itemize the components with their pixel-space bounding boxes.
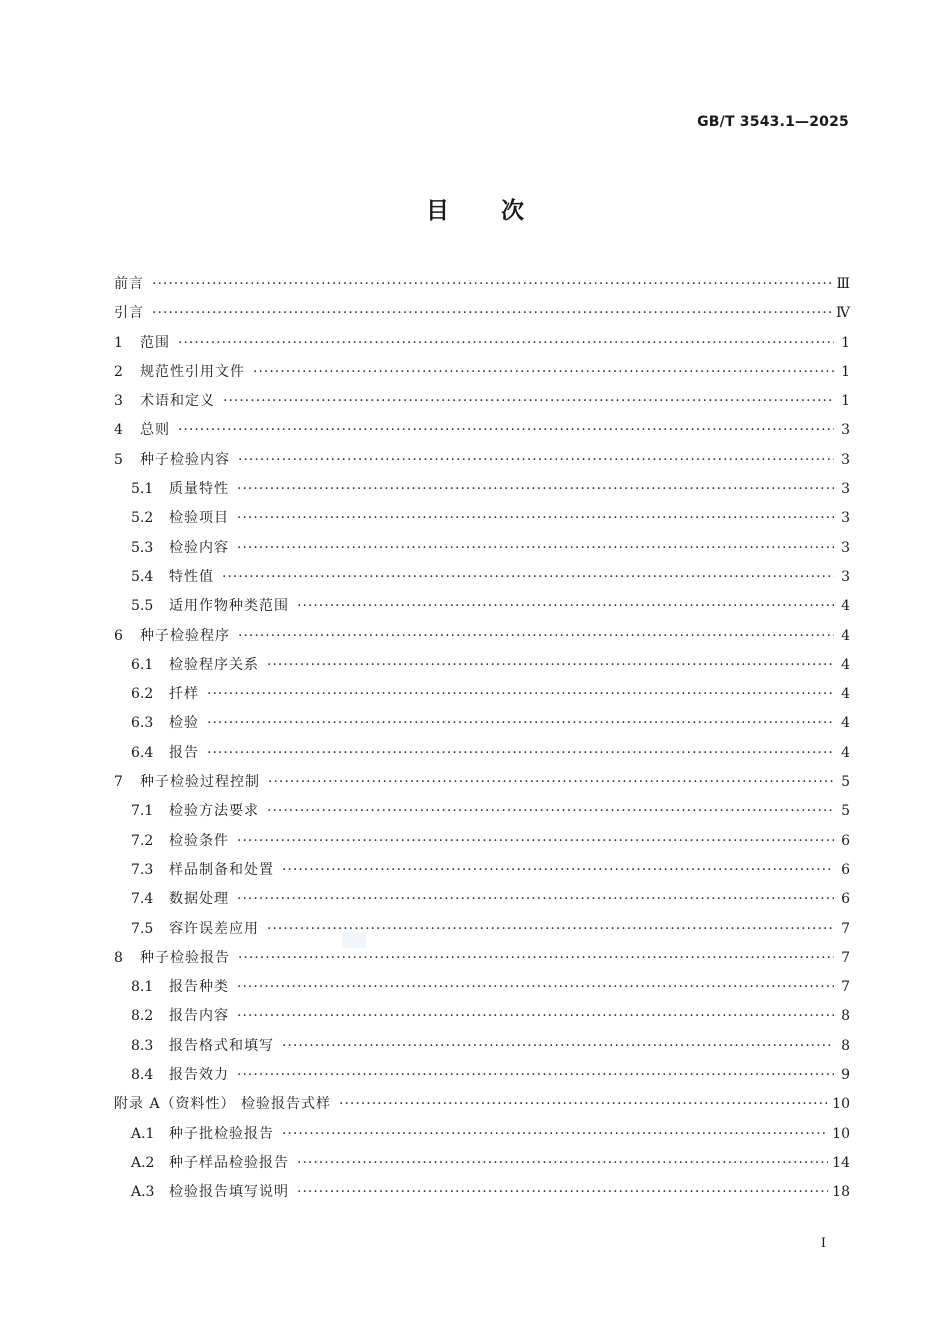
toc-entry-number: 5.3 <box>131 539 154 556</box>
toc-entry-label: 报告 <box>169 744 199 761</box>
toc-leader-dots <box>237 1061 834 1090</box>
toc-entry-label: 容许误差应用 <box>169 920 259 937</box>
toc-leader-dots <box>268 768 834 797</box>
toc-entry-number: 7.5 <box>131 920 154 937</box>
toc-entry-label: 数据处理 <box>169 891 229 908</box>
toc-leader-dots <box>339 1090 828 1119</box>
toc-leader-dots <box>267 651 834 680</box>
toc-entry-number: 6.1 <box>131 656 154 673</box>
toc-entry-label: 范围 <box>140 334 170 351</box>
toc-leader-dots <box>152 270 832 299</box>
toc-entry-label: 报告格式和填写 <box>169 1037 274 1054</box>
toc-leader-dots <box>237 973 834 1002</box>
toc-entry-page: 3 <box>841 451 850 468</box>
toc-entry-page: 10 <box>832 1125 850 1142</box>
toc-entry-number: 7.1 <box>131 803 154 820</box>
toc-entry[interactable] <box>114 1149 850 1178</box>
standard-code: GB/T 3543.1—2025 <box>697 114 849 130</box>
toc-entry-page: 7 <box>841 979 850 996</box>
toc-leader-dots <box>253 358 834 387</box>
toc-entry-page: 3 <box>841 422 850 439</box>
toc-leader-dots <box>282 856 834 885</box>
toc-entry[interactable] <box>114 270 850 299</box>
toc-entry[interactable] <box>114 827 850 856</box>
toc-entry-label: 检验条件 <box>169 832 229 849</box>
toc-entry[interactable] <box>114 1120 850 1149</box>
toc-entry-page: 3 <box>841 539 850 556</box>
toc-leader-dots <box>238 446 834 475</box>
toc-title-part1: 目 <box>426 198 449 224</box>
toc-entry-number: 8.2 <box>131 1008 154 1025</box>
toc-entry-page: 8 <box>841 1037 850 1054</box>
watermark-logo <box>342 932 366 948</box>
toc-entry-label: 术语和定义 <box>140 393 215 410</box>
toc-entry[interactable] <box>114 446 850 475</box>
toc-entry[interactable] <box>114 534 850 563</box>
toc-entry[interactable] <box>114 768 850 797</box>
toc-entry-page: 9 <box>841 1067 850 1084</box>
toc-entry-label: 报告内容 <box>169 1008 229 1025</box>
toc-entry-number: 4 <box>114 422 123 439</box>
toc-entry[interactable] <box>114 651 850 680</box>
toc-entry-page: 1 <box>841 363 850 380</box>
toc-entry-page: 4 <box>841 656 850 673</box>
toc-entry-number: 8.4 <box>131 1067 154 1084</box>
toc-entry[interactable] <box>114 387 850 416</box>
toc-entry[interactable] <box>114 1002 850 1031</box>
toc-entry[interactable] <box>114 680 850 709</box>
toc-entry-number: 8.1 <box>131 979 154 996</box>
toc-entry-label: 检验内容 <box>169 539 229 556</box>
toc-entry-page: 4 <box>841 598 850 615</box>
toc-entry-page: 1 <box>841 334 850 351</box>
toc-entry[interactable] <box>114 475 850 504</box>
toc-entry[interactable] <box>114 944 850 973</box>
toc-entry-label: 种子检验报告 <box>140 949 230 966</box>
toc-entry-label: 报告种类 <box>169 979 229 996</box>
toc-entry-page: 3 <box>841 568 850 585</box>
toc-entry-number: 8 <box>114 949 123 966</box>
toc-entry-number: 7.2 <box>131 832 154 849</box>
toc-entry-label: 种子检验过程控制 <box>140 774 260 791</box>
toc-entry-number: 1 <box>114 334 123 351</box>
toc-entry-label: 适用作物种类范围 <box>169 598 289 615</box>
toc-entry[interactable] <box>114 504 850 533</box>
toc-entry-page: 6 <box>841 891 850 908</box>
toc-entry-label: 种子批检验报告 <box>169 1125 274 1142</box>
toc-entry[interactable] <box>114 856 850 885</box>
toc-entry-page: 3 <box>841 510 850 527</box>
toc-entry-page: 6 <box>841 832 850 849</box>
toc-entry-page: 1 <box>841 393 850 410</box>
toc-entry-number: 5.2 <box>131 510 154 527</box>
toc-entry[interactable] <box>114 1032 850 1061</box>
toc-leader-dots <box>223 387 834 416</box>
toc-leader-dots <box>207 680 834 709</box>
toc-entry-label: 附录 A（资料性） 检验报告式样 <box>114 1096 332 1113</box>
toc-title-part2: 次 <box>501 198 524 224</box>
toc-entry-number: 7.4 <box>131 891 154 908</box>
toc-entry[interactable] <box>114 885 850 914</box>
toc-entry-label: 种子样品检验报告 <box>169 1154 289 1171</box>
toc-entry-label: 引言 <box>114 305 144 322</box>
toc-entry-number: 2 <box>114 363 123 380</box>
toc-entry-label: 前言 <box>114 276 144 292</box>
toc-title <box>0 192 950 225</box>
toc-entry-label: 规范性引用文件 <box>140 363 245 380</box>
toc-entry-page: 7 <box>841 920 850 937</box>
toc-entry[interactable] <box>114 416 850 445</box>
toc-entry-number: 6.3 <box>131 715 154 732</box>
toc-leader-dots <box>237 534 834 563</box>
toc-leader-dots <box>207 739 834 768</box>
toc-entry-number: A.3 <box>131 1184 155 1201</box>
toc-leader-dots <box>237 475 834 504</box>
toc-entry-number: 7 <box>114 774 123 791</box>
toc-leader-dots <box>282 1120 828 1149</box>
toc-entry-label: 总则 <box>140 422 170 439</box>
toc-leader-dots <box>178 416 834 445</box>
toc-entry-label: 种子检验程序 <box>140 627 230 644</box>
toc-entry[interactable] <box>114 973 850 1002</box>
toc-leader-dots <box>178 329 834 358</box>
toc-leader-dots <box>238 622 834 651</box>
toc-entry-label: 检验 <box>169 715 199 732</box>
page-number: I <box>820 1236 826 1251</box>
toc-entry-page: 5 <box>841 803 850 820</box>
toc-entry-page: 18 <box>832 1184 850 1201</box>
toc-entry-page: 7 <box>841 949 850 966</box>
toc-entry[interactable] <box>114 592 850 621</box>
toc-entry-label: 种子检验内容 <box>140 451 230 468</box>
toc-entry-label: 特性值 <box>169 568 214 585</box>
toc-entry-label: 检验项目 <box>169 510 229 527</box>
toc-entry[interactable] <box>114 1178 850 1207</box>
toc-leader-dots <box>237 504 834 533</box>
toc-entry-number: 7.3 <box>131 861 154 878</box>
toc-entry-number: A.1 <box>131 1125 155 1142</box>
toc-entry-number: 6.2 <box>131 686 154 703</box>
toc-leader-dots <box>222 563 834 592</box>
toc-entry-page: Ⅲ <box>836 276 850 292</box>
toc-entry-label: 检验方法要求 <box>169 803 259 820</box>
toc-leader-dots <box>238 944 834 973</box>
toc-leader-dots <box>297 1149 828 1178</box>
toc-entry[interactable] <box>114 358 850 387</box>
toc-entry-page: Ⅳ <box>836 305 850 322</box>
toc-entry[interactable] <box>114 622 850 651</box>
toc-leader-dots <box>237 827 834 856</box>
toc-entry[interactable] <box>114 299 850 328</box>
toc-entry-page: 4 <box>841 744 850 761</box>
toc-entry[interactable] <box>114 1061 850 1090</box>
toc-entry[interactable] <box>114 563 850 592</box>
toc-leader-dots <box>282 1032 834 1061</box>
toc-entry-page: 14 <box>832 1154 850 1171</box>
toc-leader-dots <box>152 299 832 328</box>
toc-entry-page: 10 <box>832 1096 850 1113</box>
toc-entry-label: 扦样 <box>169 686 199 703</box>
toc-entry-number: 8.3 <box>131 1037 154 1054</box>
toc-leader-dots <box>237 1002 834 1031</box>
toc-entry-number: 5.1 <box>131 481 154 498</box>
toc-leader-dots <box>207 709 834 738</box>
toc-leader-dots <box>297 1178 828 1207</box>
toc-entry[interactable] <box>114 915 850 944</box>
toc-entry-label: 样品制备和处置 <box>169 861 274 878</box>
toc-leader-dots <box>237 885 834 914</box>
toc-entry-page: 3 <box>841 481 850 498</box>
toc-entry-number: 6.4 <box>131 744 154 761</box>
toc-entry-number: A.2 <box>131 1154 155 1171</box>
toc-entry-label: 质量特性 <box>169 481 229 498</box>
toc-entry-label: 报告效力 <box>169 1067 229 1084</box>
toc-entry-number: 5.5 <box>131 598 154 615</box>
toc-entry[interactable] <box>114 739 850 768</box>
toc-entry-page: 4 <box>841 686 850 703</box>
toc-entry-number: 5.4 <box>131 568 154 585</box>
toc-entry-page: 8 <box>841 1008 850 1025</box>
toc-leader-dots <box>267 797 834 826</box>
toc-entry-number: 5 <box>114 451 123 468</box>
toc-entry[interactable] <box>114 1090 850 1119</box>
toc-entry-page: 6 <box>841 861 850 878</box>
toc-entry-page: 5 <box>841 774 850 791</box>
toc-entry-page: 4 <box>841 715 850 732</box>
toc-entry-label: 检验报告填写说明 <box>169 1184 289 1201</box>
toc-entry[interactable] <box>114 709 850 738</box>
toc-entry-number: 6 <box>114 627 123 644</box>
toc-leader-dots <box>297 592 834 621</box>
toc-entry[interactable] <box>114 329 850 358</box>
toc-entry[interactable] <box>114 797 850 826</box>
toc-list <box>114 270 850 1208</box>
toc-entry-label: 检验程序关系 <box>169 656 259 673</box>
toc-entry-number: 3 <box>114 393 123 410</box>
toc-entry-page: 4 <box>841 627 850 644</box>
